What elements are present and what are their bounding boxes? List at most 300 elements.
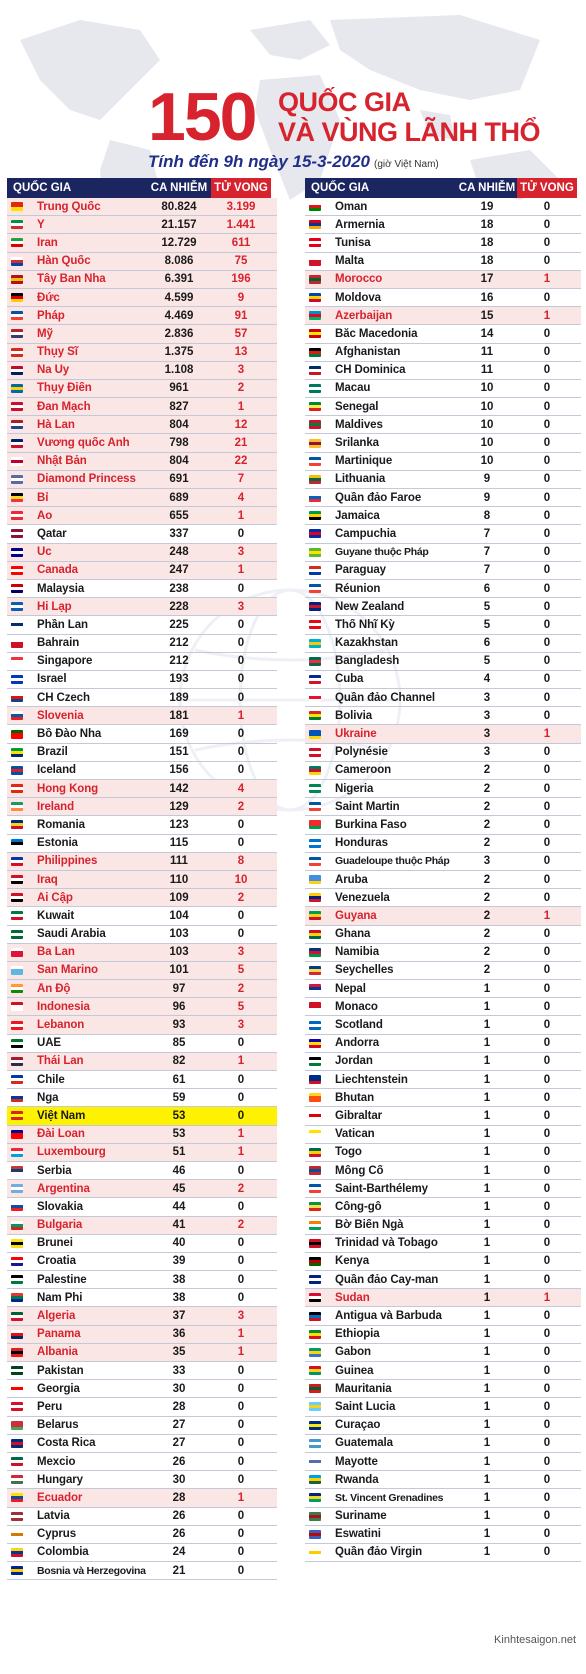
flag-icon [11,511,23,520]
deaths-cell: 611 [231,236,251,249]
flag-icon [11,420,23,429]
cases-cell: 3 [483,855,491,868]
cases-cell: 16 [480,291,494,304]
country-name: Antigua và Barbuda [335,1310,442,1323]
cases-cell: 827 [169,400,189,413]
header-deaths: TỬ VONG [211,178,271,198]
country-cell [305,219,457,231]
deaths-cell: 0 [237,691,245,704]
deaths-cell: 0 [543,1491,551,1504]
table-row [7,1508,277,1526]
country-name: Senegal [335,400,379,413]
flag-icon [309,802,321,811]
country-name: Qatar [37,527,67,540]
flag-icon [11,1239,23,1248]
country-name: Ireland [37,800,75,813]
country-cell [305,564,457,576]
country-name: Slovenia [37,709,84,722]
country-cell [7,619,147,631]
cases-cell: 11 [480,346,494,359]
flag-icon [11,1166,23,1175]
country-cell [305,946,457,958]
country-cell [7,692,147,704]
deaths-cell: 2 [237,1182,245,1195]
deaths-cell: 0 [237,1473,245,1486]
flag-icon [11,311,23,320]
title-line-2: VÀ VÙNG LÃNH THỔ [278,117,540,147]
table-row [7,1544,277,1562]
subtitle [148,152,439,172]
cases-cell: 3 [483,691,491,704]
country-name: Tây Ban Nha [37,273,106,286]
country-cell [7,1092,147,1104]
table-row [305,871,581,889]
cases-cell: 15 [480,309,494,322]
flag-icon [11,1184,23,1193]
country-cell [305,1092,457,1104]
country-name: Nga [37,1091,59,1104]
country-cell [7,583,147,595]
flag-icon [11,1330,23,1339]
deaths-cell: 0 [543,709,551,722]
table-row [305,344,581,362]
flag-icon [309,1021,321,1030]
cases-cell: 2 [483,800,491,813]
table-row [7,1289,277,1307]
country-cell [7,292,147,304]
table-row [305,1107,581,1125]
cases-cell: 6 [483,637,491,650]
flag-icon [309,384,321,393]
deaths-cell: 0 [543,818,551,831]
deaths-cell: 0 [543,1109,551,1122]
cases-cell: 804 [169,455,189,468]
flag-icon [11,911,23,920]
cases-cell: 6 [483,582,491,595]
cases-cell: 110 [169,873,189,886]
country-cell [7,1183,147,1195]
country-cell [7,1419,147,1431]
cases-cell: 27 [172,1437,186,1450]
flag-icon [11,366,23,375]
table-row [7,1198,277,1216]
deaths-cell: 1 [237,1346,245,1359]
table-row [305,398,581,416]
table-row [7,253,277,271]
flag-icon [309,548,321,557]
flag-icon [309,1148,321,1157]
country-name: Chile [37,1073,65,1086]
deaths-cell: 3 [237,1019,245,1032]
cases-cell: 18 [480,218,494,231]
deaths-cell: 0 [543,1019,551,1032]
deaths-cell: 0 [237,1037,245,1050]
cases-cell: 103 [169,946,189,959]
country-name: St. Vincent Grenadines [335,1491,444,1504]
flag-icon [309,657,321,666]
country-name: Guadeloupe thuộc Pháp [335,855,450,868]
cases-cell: 11 [480,364,494,377]
table-row [7,707,277,725]
country-name: Morocco [335,273,383,286]
deaths-cell: 0 [543,982,551,995]
country-name: Georgia [37,1382,80,1395]
flag-icon [309,1111,321,1120]
country-name: Quần đảo Virgin [335,1546,423,1559]
table-row [7,1526,277,1544]
left-table-body [7,198,277,1580]
country-name: Scotland [335,1019,383,1032]
table-row [305,1016,581,1034]
country-name: Honduras [335,837,388,850]
deaths-cell: 0 [543,1528,551,1541]
cases-cell: 2.836 [164,327,194,340]
country-name: Đài Loan [37,1128,85,1141]
country-name: Gibraltar [335,1109,383,1122]
deaths-cell: 0 [543,1346,551,1359]
country-name: Pakistan [37,1364,84,1377]
country-name: Đức [37,291,60,304]
country-cell [7,1383,147,1395]
cases-cell: 2 [483,818,491,831]
flag-icon [11,1057,23,1066]
cases-cell: 104 [169,909,189,922]
country-cell [7,1110,147,1122]
deaths-cell: 1 [237,1491,245,1504]
table-row [7,853,277,871]
flag-icon [309,839,321,848]
flag-icon [309,711,321,720]
flag-icon [11,639,23,648]
flag-icon [11,457,23,466]
flag-icon [309,766,321,775]
country-name: Liechtenstein [335,1073,408,1086]
country-cell [7,964,147,976]
country-name: Áo [37,509,53,522]
country-name: Guatemala [335,1437,393,1450]
table-row [7,1253,277,1271]
deaths-cell: 1 [237,509,245,522]
table-row [305,325,581,343]
country-cell [305,492,457,504]
cases-cell: 5 [483,655,491,668]
country-cell [305,1310,457,1322]
country-cell [305,419,457,431]
flag-icon [309,1348,321,1357]
cases-cell: 3 [483,746,491,759]
country-cell [305,655,457,667]
table-row [305,562,581,580]
country-cell [305,983,457,995]
cases-cell: 96 [172,1000,186,1013]
cases-cell: 1 [483,1182,491,1195]
table-row [7,598,277,616]
table-row [7,1271,277,1289]
country-cell [7,892,147,904]
cases-cell: 10 [480,400,494,413]
deaths-cell: 0 [543,800,551,813]
flag-icon [11,1275,23,1284]
flag-icon [309,1439,321,1448]
country-name: Bỉ [37,491,49,504]
country-cell [7,1565,147,1577]
table-row [305,471,581,489]
cases-cell: 189 [169,691,189,704]
country-name: Srilanka [335,437,379,450]
deaths-cell: 22 [234,455,248,468]
flag-icon [11,1421,23,1430]
country-cell [7,364,147,376]
country-name: Mông Cổ [335,1164,384,1177]
country-name: Công-gô [335,1200,382,1213]
deaths-cell: 0 [543,746,551,759]
cases-cell: 1 [483,1346,491,1359]
cases-cell: 103 [169,928,189,941]
deaths-cell: 0 [543,564,551,577]
deaths-cell: 0 [543,855,551,868]
country-cell [7,382,147,394]
deaths-cell: 0 [543,1237,551,1250]
flag-icon [309,1130,321,1139]
table-row [305,1198,581,1216]
country-name: Na Uy [37,364,70,377]
flag-icon [309,1202,321,1211]
flag-icon [11,1257,23,1266]
cases-cell: 1 [483,1091,491,1104]
country-name: Belarus [37,1419,79,1432]
country-name: Togo [335,1146,362,1159]
flag-icon [11,1021,23,1030]
country-cell [305,1183,457,1195]
country-cell [305,801,457,813]
country-name: Jamaica [335,509,380,522]
country-name: Mauritania [335,1382,392,1395]
table-row [305,507,581,525]
table-row [305,1508,581,1526]
cases-cell: 2 [483,928,491,941]
flag-icon [309,1530,321,1539]
country-name: Moldova [335,291,381,304]
country-cell [305,1346,457,1358]
deaths-cell: 0 [543,1128,551,1141]
country-cell [305,728,457,740]
country-name: Iraq [37,873,58,886]
country-cell [7,1510,147,1522]
table-row [305,998,581,1016]
country-name: Trinidad và Tobago [335,1237,438,1250]
table-row [305,1398,581,1416]
deaths-cell: 0 [543,891,551,904]
cases-cell: 2 [483,873,491,886]
cases-cell: 26 [172,1510,186,1523]
deaths-cell: 1 [237,564,245,577]
table-row [305,1035,581,1053]
country-cell [7,728,147,740]
header-cases: CA NHIỄM [457,178,517,198]
flag-icon [309,1366,321,1375]
deaths-cell: 0 [543,1400,551,1413]
cases-cell: 1 [483,1237,491,1250]
table-row [305,234,581,252]
table-row [7,835,277,853]
country-cell [305,401,457,413]
deaths-cell: 0 [543,928,551,941]
table-row [7,1326,277,1344]
country-cell [7,492,147,504]
flag-icon [309,1330,321,1339]
flag-icon [309,202,321,211]
deaths-cell: 0 [543,1328,551,1341]
flag-icon [309,893,321,902]
country-cell [305,710,457,722]
country-cell [305,1492,457,1504]
deaths-cell: 0 [237,818,245,831]
flag-icon [11,566,23,575]
country-name: Kenya [335,1255,370,1268]
cases-cell: 804 [169,418,189,431]
deaths-cell: 0 [543,382,551,395]
country-name: Andorra [335,1037,380,1050]
deaths-cell: 0 [543,673,551,686]
country-name: Bồ Đào Nha [37,728,102,741]
table-row [7,1344,277,1362]
flag-icon [11,784,23,793]
deaths-cell: 0 [237,1455,245,1468]
table-row [305,671,581,689]
table-row [305,1144,581,1162]
cases-cell: 5 [483,618,491,631]
cases-cell: 93 [172,1019,186,1032]
country-name: Ghana [335,928,371,941]
table-row [305,1344,581,1362]
header-country: QUỐC GIA [305,178,457,198]
country-cell [305,1055,457,1067]
deaths-cell: 0 [237,1400,245,1413]
country-cell [7,1492,147,1504]
cases-cell: 1.375 [164,346,194,359]
flag-icon [309,675,321,684]
cases-cell: 1 [483,1473,491,1486]
deaths-cell: 0 [543,473,551,486]
deaths-cell: 0 [543,1437,551,1450]
cases-cell: 1 [483,1037,491,1050]
table-row [305,489,581,507]
country-name: Diamond Princess [37,473,136,486]
flag-icon [309,930,321,939]
flag-icon [309,1512,321,1521]
table-row [305,1526,581,1544]
table-row [7,216,277,234]
table-row [305,525,581,543]
flag-icon [11,693,23,702]
deaths-cell: 0 [237,928,245,941]
country-name: Panama [37,1328,81,1341]
deaths-cell: 2 [237,800,245,813]
cases-cell: 1 [483,1019,491,1032]
cases-cell: 1 [483,1437,491,1450]
country-name: Réunion [335,582,381,595]
cases-cell: 169 [169,728,189,741]
deaths-cell: 0 [543,1255,551,1268]
table-row [305,380,581,398]
deaths-cell: 57 [234,327,248,340]
country-name: Romania [37,818,85,831]
deaths-cell: 0 [543,600,551,613]
table-row [7,1235,277,1253]
country-cell [7,528,147,540]
flag-icon [11,675,23,684]
table-row [7,1307,277,1325]
table-row [305,453,581,471]
flag-icon [11,584,23,593]
table-row [7,1380,277,1398]
country-cell [7,1456,147,1468]
flag-icon [309,639,321,648]
table-row [305,1307,581,1325]
country-name: Nigeria [335,782,374,795]
country-cell [7,910,147,922]
cases-cell: 238 [169,582,189,595]
table-row [305,725,581,743]
deaths-cell: 1 [543,273,551,286]
flag-icon [309,784,321,793]
table-row [7,616,277,634]
deaths-cell: 0 [543,1055,551,1068]
table-row [305,635,581,653]
country-name: Palestine [37,1273,87,1286]
table-row [305,762,581,780]
country-name: Suriname [335,1510,387,1523]
country-cell [7,1274,147,1286]
cases-cell: 33 [172,1364,186,1377]
table-row [7,780,277,798]
table-row [305,1380,581,1398]
country-name: Úc [37,546,52,559]
deaths-cell: 0 [543,1546,551,1559]
header-country: QUỐC GIA [7,178,147,198]
country-name: Ấn Độ [37,982,71,995]
right-table-body [305,198,581,1562]
country-cell [305,1474,457,1486]
cases-cell: 35 [172,1346,186,1359]
table-row [305,1217,581,1235]
country-cell [305,892,457,904]
country-cell [305,273,457,285]
country-name: Ecuador [37,1491,83,1504]
header [0,79,586,172]
country-cell [305,1165,457,1177]
deaths-cell: 0 [237,1510,245,1523]
flag-icon [11,329,23,338]
country-name: Cuba [335,673,364,686]
country-name: Israel [37,673,67,686]
cases-cell: 5 [483,600,491,613]
cases-cell: 2 [483,837,491,850]
cases-cell: 1 [483,1055,491,1068]
cases-cell: 7 [483,527,491,540]
deaths-cell: 3.199 [226,200,256,213]
country-name: Saudi Arabia [37,928,106,941]
country-cell [305,692,457,704]
country-cell [7,401,147,413]
cases-cell: 45 [172,1182,186,1195]
deaths-cell: 3 [237,546,245,559]
flag-icon [309,402,321,411]
deaths-cell: 0 [237,1564,245,1577]
flag-icon [11,857,23,866]
country-cell [7,946,147,958]
table-row [305,907,581,925]
